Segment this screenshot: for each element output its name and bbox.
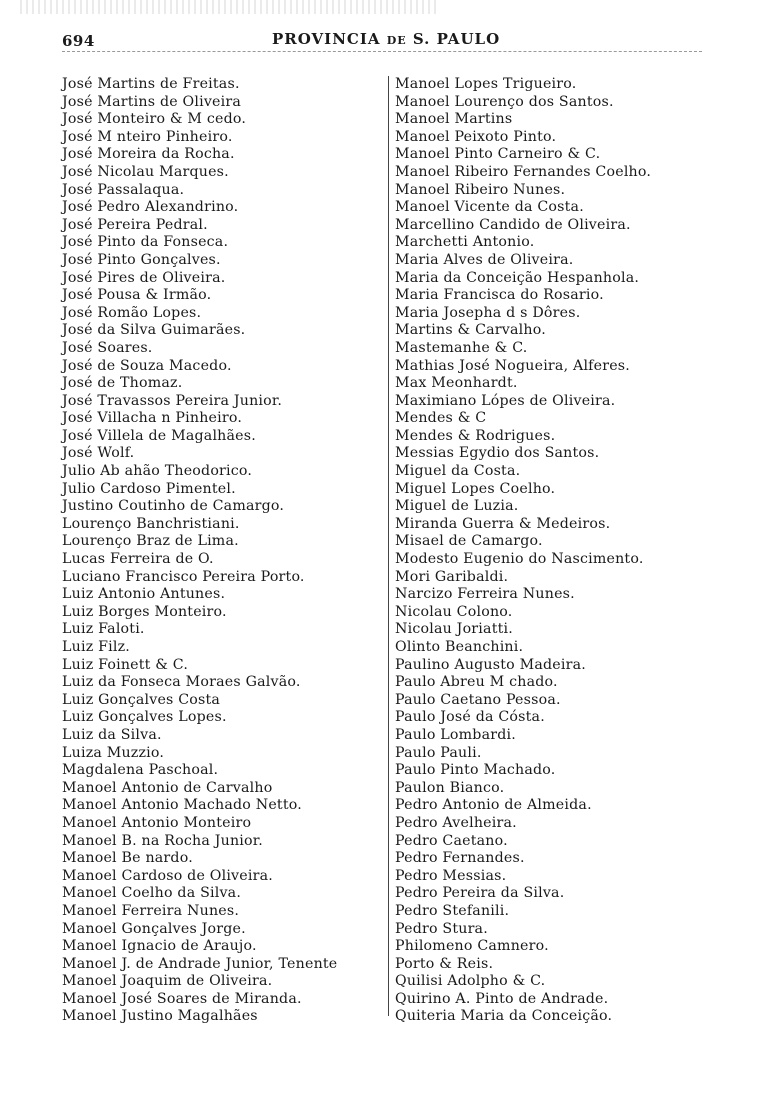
directory-entry: José de Thomaz.: [62, 375, 183, 392]
directory-entry: Manoel Ferreira Nunes.: [62, 902, 240, 919]
directory-entry: Manoel Gonçalves Jorge.: [62, 920, 246, 937]
directory-entry: Manoel José Soares de Miranda.: [62, 990, 302, 1007]
directory-entry: Magdalena Paschoal.: [62, 762, 219, 779]
directory-entry: José M nteiro Pinheiro.: [62, 128, 233, 145]
directory-entry: Manoel B. na Rocha Junior.: [62, 832, 263, 849]
directory-entry: Luiz da Fonseca Moraes Galvão.: [62, 674, 301, 691]
directory-entry: José Pedro Alexandrino.: [62, 199, 239, 216]
page-number: 694: [62, 32, 95, 50]
directory-entry: Luciano Francisco Pereira Porto.: [62, 568, 305, 585]
left-column-list: [62, 76, 384, 1026]
directory-entry: José da Silva Guimarães.: [62, 322, 246, 339]
directory-entry: Manoel Lopes Trigueiro.: [395, 76, 577, 92]
directory-entry: Mastemanhe & C.: [395, 339, 528, 356]
directory-entry: Miranda Guerra & Medeiros.: [395, 515, 611, 532]
directory-entry: Martins & Carvalho.: [395, 322, 546, 339]
directory-entry: Luiz Foinett & C.: [62, 656, 189, 673]
directory-entry: Pedro Caetano.: [395, 832, 508, 849]
directory-entry: Maximiano Lópes de Oliveira.: [395, 392, 616, 409]
directory-entry: José Pereira Pedral.: [62, 216, 208, 233]
directory-entry: José Pousa & Irmão.: [62, 287, 212, 304]
directory-entry: Manoel Martins: [395, 111, 513, 128]
directory-entry: Mendes & Rodrigues.: [395, 427, 556, 444]
directory-entry: Luiz Filz.: [62, 639, 130, 655]
directory-entry: Paulo Abreu M chado.: [395, 674, 558, 691]
directory-entry: Pedro Pereira da Silva.: [395, 885, 565, 902]
directory-entry: Pedro Messias.: [395, 867, 507, 884]
directory-entry: Manoel Be nardo.: [62, 850, 193, 867]
directory-entry: Manoel Antonio de Carvalho: [62, 779, 273, 796]
directory-entry: Quirino A. Pinto de Andrade.: [395, 990, 609, 1007]
directory-entry: Modesto Eugenio do Nascimento.: [395, 551, 644, 568]
directory-entry: José Wolf.: [62, 445, 135, 462]
running-title: PROVINCIA de S. PAULO: [272, 30, 501, 48]
header-rule: [62, 50, 702, 52]
directory-entry: Luiza Muzzio.: [62, 744, 165, 761]
directory-entry: José Romão Lopes.: [62, 304, 202, 321]
directory-entry: José Moreira da Rocha.: [62, 146, 235, 163]
directory-entry: Paulo Pinto Machado.: [395, 762, 556, 779]
directory-entry: Pedro Stefanili.: [395, 902, 510, 919]
directory-entry: Pedro Stura.: [395, 920, 488, 937]
directory-entry: Luiz Gonçalves Lopes.: [62, 709, 227, 726]
directory-entry: Luiz Antonio Antunes.: [62, 586, 226, 603]
directory-entry: Luiz Borges Monteiro.: [62, 603, 227, 620]
directory-entry: Luiz Gonçalves Costa: [62, 691, 221, 708]
directory-entry: Marchetti Antonio.: [395, 234, 535, 251]
directory-entry: Manoel J. de Andrade Junior, Tenente: [62, 955, 338, 972]
directory-entry: José Soares.: [62, 339, 153, 356]
right-column-list: [389, 76, 705, 1026]
directory-entry: Max Meonhardt.: [395, 375, 518, 392]
directory-entry: Pedro Avelheira.: [395, 814, 517, 831]
directory-entry: Lourenço Braz de Lima.: [62, 533, 239, 550]
directory-entry: Pedro Antonio de Almeida.: [395, 797, 592, 814]
directory-entry: José Pinto Gonçalves.: [62, 251, 221, 268]
directory-entry: Porto & Reis.: [395, 955, 494, 972]
directory-entry: José Passalaqua.: [62, 181, 185, 198]
directory-entry: Julio Ab ahão Theodorico.: [62, 463, 253, 480]
directory-entry: Manoel Peixoto Pinto.: [395, 128, 557, 145]
directory-entry: Philomeno Camnero.: [395, 938, 549, 955]
directory-entry: Misael de Camargo.: [395, 533, 543, 550]
directory-entry: Maria Josepha d s Dôres.: [395, 304, 581, 321]
directory-entry: Maria da Conceição Hespanhola.: [395, 269, 640, 286]
directory-entry: Manoel Justino Magalhães: [62, 1008, 258, 1025]
directory-entry: Pedro Fernandes.: [395, 850, 525, 867]
directory-entry: Lourenço Banchristiani.: [62, 515, 240, 532]
directory-entry: Luiz Faloti.: [62, 621, 145, 638]
directory-entry: José Monteiro & M cedo.: [62, 111, 247, 128]
directory-entry: Paulo Caetano Pessoa.: [395, 691, 561, 708]
directory-entry: Mendes & C: [395, 410, 487, 427]
directory-entry: Quilisi Adolpho & C.: [395, 973, 546, 990]
directory-entry: Manoel Coelho da Silva.: [62, 885, 242, 902]
directory-entry: Paulino Augusto Madeira.: [395, 656, 586, 673]
directory-entry: Paulon Bianco.: [395, 779, 505, 796]
directory-entry: José Nicolau Marques.: [62, 163, 229, 180]
directory-entry: Mathias José Nogueira, Alferes.: [395, 357, 630, 374]
directory-entry: Manoel Cardoso de Oliveira.: [62, 867, 273, 884]
directory-entry: Olinto Beanchini.: [395, 639, 524, 655]
directory-entry: Messias Egydio dos Santos.: [395, 445, 600, 462]
directory-entry: Manoel Vicente da Costa.: [395, 199, 584, 216]
directory-entry: Luiz da Silva.: [62, 726, 162, 743]
directory-entry: Maria Francisca do Rosario.: [395, 287, 604, 304]
directory-entry: Miguel da Costa.: [395, 463, 521, 480]
directory-entry: Nicolau Joriatti.: [395, 621, 513, 638]
directory-entry: Miguel de Luzia.: [395, 498, 519, 515]
directory-entry: Paulo José da Cósta.: [395, 709, 545, 726]
directory-entry: Paulo Pauli.: [395, 744, 482, 761]
directory-entry: Manoel Antonio Monteiro: [62, 814, 252, 831]
directory-entry: Quiteria Maria da Conceição.: [395, 1008, 613, 1025]
directory-entry: Manoel Pinto Carneiro & C.: [395, 146, 601, 163]
directory-entry: Lucas Ferreira de O.: [62, 551, 214, 568]
directory-entry: Justino Coutinho de Camargo.: [62, 498, 285, 515]
directory-entry: Narcizo Ferreira Nunes.: [395, 586, 575, 603]
print-smudge: [20, 0, 440, 14]
directory-entry: Paulo Lombardi.: [395, 726, 516, 743]
directory-entry: José Pires de Oliveira.: [62, 269, 226, 286]
directory-entry: José de Souza Macedo.: [62, 357, 232, 374]
directory-entry: Nicolau Colono.: [395, 603, 513, 620]
directory-entry: José Travassos Pereira Junior.: [62, 392, 283, 409]
directory-entry: Maria Alves de Oliveira.: [395, 251, 574, 268]
directory-entry: Manoel Ribeiro Fernandes Coelho.: [395, 163, 652, 180]
directory-entry: Manoel Antonio Machado Netto.: [62, 797, 302, 814]
directory-entry: Marcellino Candido de Oliveira.: [395, 216, 631, 233]
directory-entry: Mori Garibaldi.: [395, 568, 509, 585]
directory-entry: José Martins de Freitas.: [62, 76, 240, 92]
directory-entry: José Villacha n Pinheiro.: [62, 410, 243, 427]
directory-entry: Julio Cardoso Pimentel.: [62, 480, 236, 497]
directory-entry: José Martins de Oliveira: [62, 93, 242, 110]
directory-entry: Manoel Lourenço dos Santos.: [395, 93, 614, 110]
directory-entry: José Pinto da Fonseca.: [62, 234, 229, 251]
directory-entry: Manoel Ribeiro Nunes.: [395, 181, 566, 198]
page-header: [62, 30, 702, 52]
directory-entry: Manoel Ignacio de Araujo.: [62, 938, 257, 955]
directory-entry: Miguel Lopes Coelho.: [395, 480, 556, 497]
directory-entry: Manoel Joaquim de Oliveira.: [62, 973, 273, 990]
directory-entry: José Villela de Magalhães.: [62, 427, 256, 444]
